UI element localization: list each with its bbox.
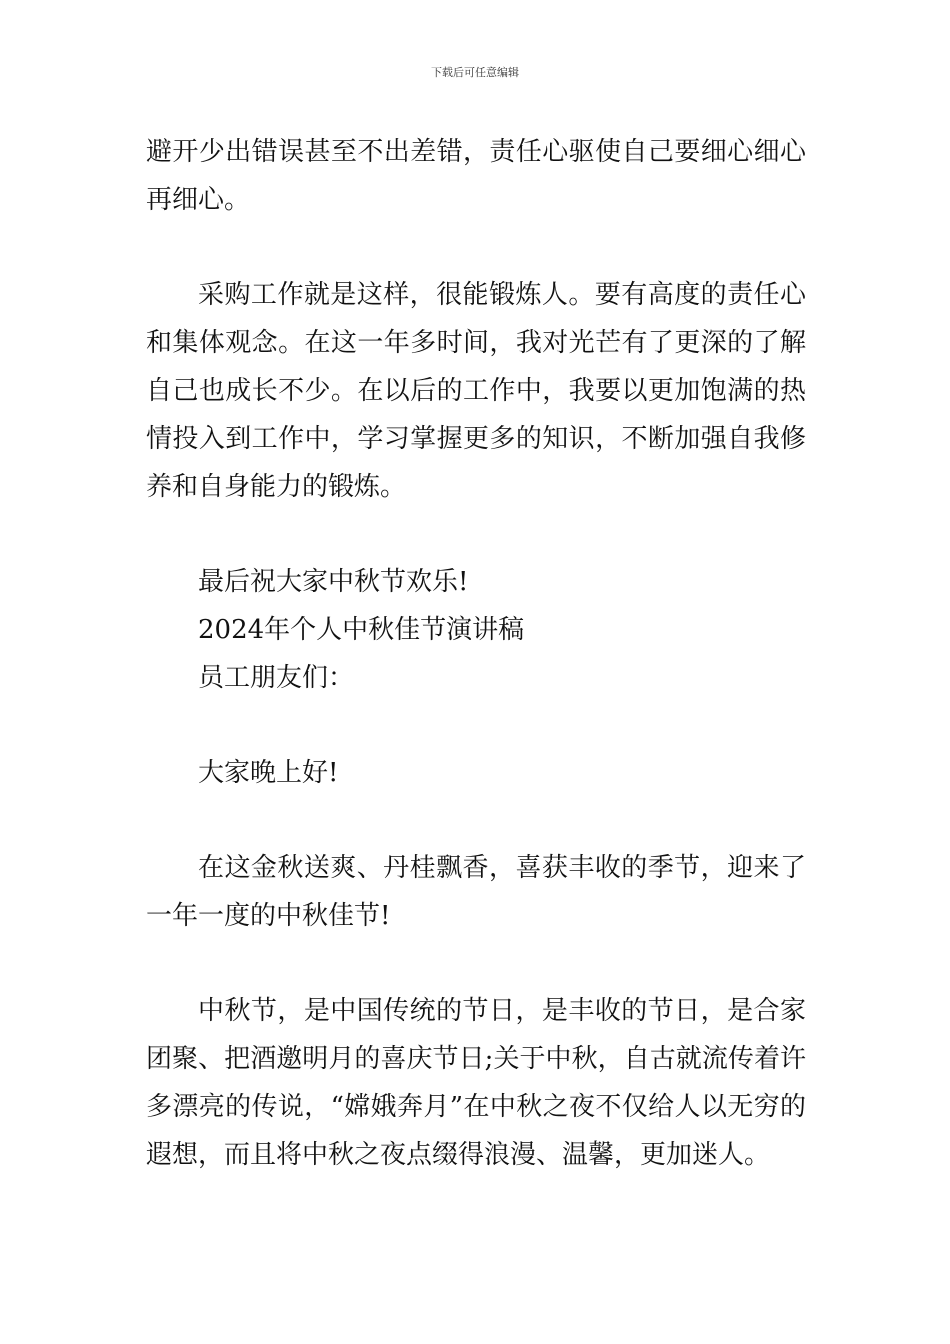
document-body	[146, 128, 806, 1179]
paragraph-continuation: 避开少出错误甚至不出差错，责任心驱使自己要细心细心再细心。	[146, 137, 806, 215]
page-header-note: 下载后可任意编辑	[431, 66, 519, 79]
speech-title: 2024年个人中秋佳节演讲稿	[198, 615, 525, 645]
speech-salutation: 员工朋友们：	[198, 663, 355, 693]
paragraph-procurement-summary: 采购工作就是这样，很能锻炼人。要有高度的责任心和集体观念。在这一年多时间，我对光芒有了更深的了解自己也成长不少。在以后的工作中，我要以更加饱满的热情投入到工作中，学习掌握更多的知识，不断加强自我修养和自身能力的锻炼。	[146, 280, 806, 502]
speech-greeting: 大家晚上好!	[198, 758, 339, 788]
paragraph-mid-autumn-tradition: 中秋节，是中国传统的节日，是丰收的节日，是合家团聚、把酒邀明月的喜庆节日;关于中秋，自古就流传着许多漂亮的传说，“嫦娥奔月”在中秋之夜不仅给人以无穷的遐想，而且将中秋之夜点缀得浪漫、温馨，更加迷人。	[146, 996, 806, 1170]
paragraph-festival-wish: 最后祝大家中秋节欢乐!	[198, 567, 469, 597]
paragraph-autumn-season: 在这金秋送爽、丹桂飘香，喜获丰收的季节，迎来了一年一度的中秋佳节!	[146, 853, 806, 931]
